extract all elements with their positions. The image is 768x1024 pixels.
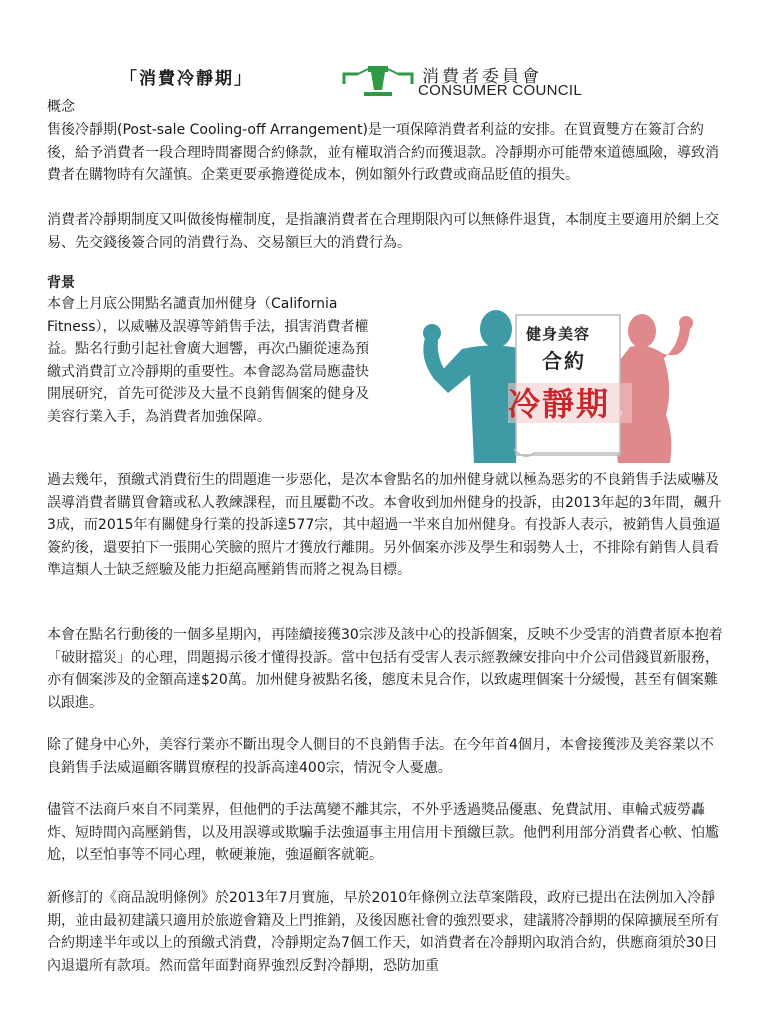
- paragraph-background-4: 除了健身中心外，美容行業亦不斷出現令人側目的不良銷售手法。在今年首4個月，本會接獲涉及美容業以不良銷售手法威逼顧客購買療程的投訴高達400宗，情況令人憂慮。: [47, 737, 714, 776]
- illustration-heading: 健身美容: [526, 325, 591, 343]
- illustration-contract-text: 合約: [542, 349, 586, 373]
- paragraph-background-3: 本會在點名行動後的一個多星期內，再陸續接獲30宗涉及該中心的投訴個案，反映不少受害的消費者原本抱着「破財擋災」的心理，問題揭示後才懂得投訴。當中包括有受害人表示經教練安排向中介公司借錢買新服務，亦有個案涉及的金額高達$20萬。加州健身被點名後，態度未見合作，以致處理個案十分緩慢，甚至有個案難以跟進。: [47, 627, 723, 711]
- paragraph-background-1: 本會上月底公開點名譴責加州健身（California Fitness），以威嚇及誤導等銷售手法，損害消費者權益。點名行動引起社會廣大迴響，再次凸顯從速為預繳式消費訂立冷靜期的重要性。本會認為當局應盡快開展研究，首先可從涉及大量不良銷售個案的健身及美容行業入手，為消費者加強保障。: [47, 296, 369, 425]
- paragraph-concept-1: 售後冷靜期(Post-sale Cooling-off Arrangement)是一項保障消費者利益的安排。在買賣雙方在簽訂合約後，給予消費者一段合理時間審閱合約條款，並有權取消合約而獲退款。冷靜期亦可能帶來道德風險，導致消費者在購物時有欠謹慎。企業更要承擔遵從成本，例如額外行政費或商品貶值的損失。: [47, 122, 719, 184]
- logo-english-name: CONSUMER COUNCIL: [418, 82, 582, 99]
- background-label: 背景: [47, 275, 75, 291]
- paragraph-concept-2: 消費者冷靜期制度又叫做後悔權制度，是指讓消費者在合理期限內可以無條件退貨，本制度主要適用於網上交易、先交錢後簽合同的消費行為、交易額巨大的消費行為。: [47, 212, 719, 251]
- consumer-council-logo: [340, 60, 600, 102]
- paragraph-background-2: 過去幾年，預繳式消費衍生的問題進一步惡化，是次本會點名的加州健身就以極為惡劣的不良銷售手法威嚇及誤導消費者購買會籍或私人教練課程，而且屢勸不改。本會收到加州健身的投訴，由2013年起的3年間，飆升3成，而2015年有關健身行業的投訴達577宗，其中超過一半來自加州健身。有投訴人表示，被銷售人員強逼簽約後，還要拍下一張開心笑臉的照片才獲放行離開。另外個案亦涉及學生和弱勢人士，不排除有銷售人員看準這類人士缺乏經驗及能力拒絕高壓銷售而將之視為目標。: [47, 472, 722, 579]
- document-title: 「消費冷靜期」: [120, 69, 253, 89]
- cooling-off-illustration: [404, 305, 726, 463]
- paragraph-background-6: 新修訂的《商品說明條例》於2013年7月實施，早於2010年條例立法草案階段，政府已提出在法例加入冷靜期，並由最初建議只適用於旅遊會籍及上門推銷，及後因應社會的強烈要求，建議將冷靜期的保障擴展至所有合約期達半年或以上的預繳式消費，冷靜期定為7個工作天，如消費者在冷靜期內取消合約，供應商須於30日內退還所有款項。然而當年面對商界強烈反對冷靜期，恐防加重: [47, 890, 719, 974]
- concept-label: 概念: [47, 99, 75, 115]
- consumer-council-emblem-icon: [340, 60, 416, 100]
- paragraph-background-5: 儘管不法商戶來自不同業界，但他們的手法萬變不離其宗，不外乎透過獎品優惠、免費試用、車輪式疲勞轟炸、短時間內高壓銷售，以及用誤導或欺騙手法強逼事主用信用卡預繳巨款。他們利用部分消費者心軟、怕尷尬，以至怕事等不同心理，軟硬兼施，強逼顧客就範。: [47, 802, 719, 864]
- logo-chinese-name: 消費者委員會: [422, 67, 542, 87]
- illustration-cooling-off-text: 冷靜期: [508, 385, 611, 423]
